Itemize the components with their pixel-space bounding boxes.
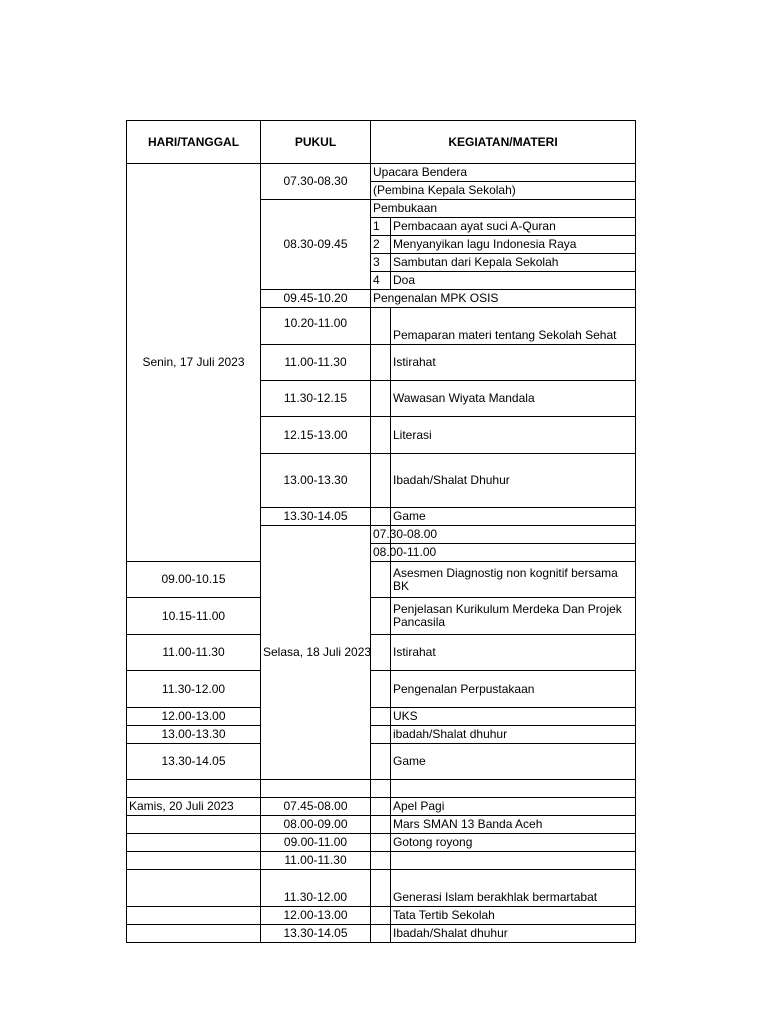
table-row — [127, 635, 636, 671]
spacer-cell — [371, 870, 391, 907]
header-day: HARI/TANGGAL — [127, 121, 261, 164]
table-row — [127, 816, 636, 834]
time-cell: 12.00-13.00 — [261, 907, 371, 925]
table-row — [127, 798, 636, 816]
time-cell: 10.20-11.00 — [261, 308, 371, 345]
time-cell: 12.00-13.00 — [127, 708, 261, 726]
table-row — [127, 925, 636, 943]
item-number: 2 — [371, 236, 391, 254]
spacer-cell — [371, 834, 391, 852]
header-activity: KEGIATAN/MATERI — [371, 121, 636, 164]
empty-cell — [391, 780, 636, 798]
activity-cell: Generasi Islam berakhlak bermartabat — [391, 870, 636, 907]
blank-row — [127, 780, 636, 798]
time-cell: 11.30-12.00 — [261, 870, 371, 907]
spacer-cell — [371, 816, 391, 834]
spacer-cell — [371, 708, 391, 726]
empty-cell — [127, 816, 261, 834]
schedule-table — [126, 120, 636, 943]
spacer-cell — [371, 635, 391, 671]
time-cell: 09.45-10.20 — [261, 290, 371, 308]
spacer-cell — [371, 798, 391, 816]
time-cell: 07.30-08.00 — [371, 526, 391, 544]
spacer-cell — [371, 598, 391, 635]
activity-cell: Mars SMAN 13 Banda Aceh — [391, 816, 636, 834]
spacer-cell — [371, 308, 391, 345]
time-cell: 11.30-12.15 — [261, 381, 371, 417]
activity-cell: Game — [391, 744, 636, 780]
activity-cell: Menyanyikan lagu Indonesia Raya — [391, 236, 636, 254]
time-cell: 11.00-11.30 — [127, 635, 261, 671]
empty-cell — [127, 780, 261, 798]
activity-cell: Apel Pagi — [391, 798, 636, 816]
time-cell: 13.00-13.30 — [127, 726, 261, 744]
activity-cell: Istirahat — [391, 635, 636, 671]
spacer-cell — [371, 381, 391, 417]
empty-cell — [127, 870, 261, 907]
table-row — [127, 708, 636, 726]
activity-cell: Wawasan Wiyata Mandala — [391, 381, 636, 417]
table-row — [127, 744, 636, 780]
empty-cell — [371, 780, 391, 798]
empty-cell — [127, 907, 261, 925]
activity-cell: Upacara Bendera — [371, 164, 636, 182]
spacer-cell — [371, 744, 391, 780]
spacer-cell — [371, 907, 391, 925]
empty-cell — [127, 852, 261, 870]
time-cell: 13.30-14.05 — [261, 925, 371, 943]
time-cell: 11.00-11.30 — [261, 345, 371, 381]
spacer-cell — [371, 562, 391, 598]
header-time: PUKUL — [261, 121, 371, 164]
spacer-cell — [371, 417, 391, 454]
time-cell: 10.15-11.00 — [127, 598, 261, 635]
activity-cell — [391, 852, 636, 870]
table-row — [127, 852, 636, 870]
item-number: 3 — [371, 254, 391, 272]
activity-cell: Sambutan dari Kepala Sekolah — [391, 254, 636, 272]
empty-cell — [127, 925, 261, 943]
table-row — [127, 164, 636, 182]
spacer-cell — [371, 508, 391, 526]
time-cell: 07.45-08.00 — [261, 798, 371, 816]
table-row — [127, 726, 636, 744]
time-cell: 13.00-13.30 — [261, 454, 371, 508]
activity-cell: UKS — [391, 708, 636, 726]
table-row — [127, 834, 636, 852]
activity-cell: Ibadah/Shalat Dhuhur — [391, 454, 636, 508]
activity-cell: Pembukaan — [371, 200, 636, 218]
time-cell: 09.00-11.00 — [261, 834, 371, 852]
spacer-cell — [371, 345, 391, 381]
item-number: 4 — [371, 272, 391, 290]
activity-cell: Pemaparan materi tentang Sekolah Sehat — [391, 308, 636, 345]
empty-cell — [261, 780, 371, 798]
activity-cell: Literasi — [391, 417, 636, 454]
time-cell: 09.00-10.15 — [127, 562, 261, 598]
activity-cell: Gotong royong — [391, 834, 636, 852]
time-cell: 08.00-09.00 — [261, 816, 371, 834]
activity-cell: (Pembina Kepala Sekolah) — [371, 182, 636, 200]
item-number: 1 — [371, 218, 391, 236]
table-row — [127, 562, 636, 598]
table-row — [127, 907, 636, 925]
spacer-cell — [371, 852, 391, 870]
day-cell-kamis: Kamis, 20 Juli 2023 — [127, 798, 261, 816]
time-cell: 12.15-13.00 — [261, 417, 371, 454]
time-cell: 11.30-12.00 — [127, 671, 261, 708]
header-row — [127, 121, 636, 164]
time-cell: 08.00-11.00 — [371, 544, 391, 562]
activity-cell: Pembacaan ayat suci A-Quran — [391, 218, 636, 236]
time-cell: 13.30-14.05 — [261, 508, 371, 526]
time-cell: 07.30-08.30 — [261, 164, 371, 200]
empty-cell — [127, 834, 261, 852]
day-cell-senin: Senin, 17 Juli 2023 — [127, 164, 261, 562]
activity-cell: Tata Tertib Sekolah — [391, 907, 636, 925]
activity-cell: Pengenalan MPK OSIS — [371, 290, 636, 308]
day-cell-selasa: Selasa, 18 Juli 2023 — [261, 526, 371, 780]
spacer-cell — [371, 454, 391, 508]
activity-cell: Game — [391, 508, 636, 526]
activity-cell: Penjelasan Kurikulum Merdeka Dan Projek Pancasila — [391, 598, 636, 635]
time-cell: 08.30-09.45 — [261, 200, 371, 290]
spacer-cell — [371, 925, 391, 943]
activity-cell: Istirahat — [391, 345, 636, 381]
table-row — [127, 870, 636, 907]
table-row — [127, 598, 636, 635]
table-row — [127, 671, 636, 708]
activity-cell: Pengenalan Perpustakaan — [391, 671, 636, 708]
spacer-cell — [371, 671, 391, 708]
time-cell: 11.00-11.30 — [261, 852, 371, 870]
activity-cell: Asesmen Diagnostig non kognitif bersama BK — [391, 562, 636, 598]
activity-cell: ibadah/Shalat dhuhur — [391, 726, 636, 744]
time-cell: 13.30-14.05 — [127, 744, 261, 780]
activity-cell: Ibadah/Shalat dhuhur — [391, 925, 636, 943]
activity-cell: Doa — [391, 272, 636, 290]
spacer-cell — [371, 726, 391, 744]
